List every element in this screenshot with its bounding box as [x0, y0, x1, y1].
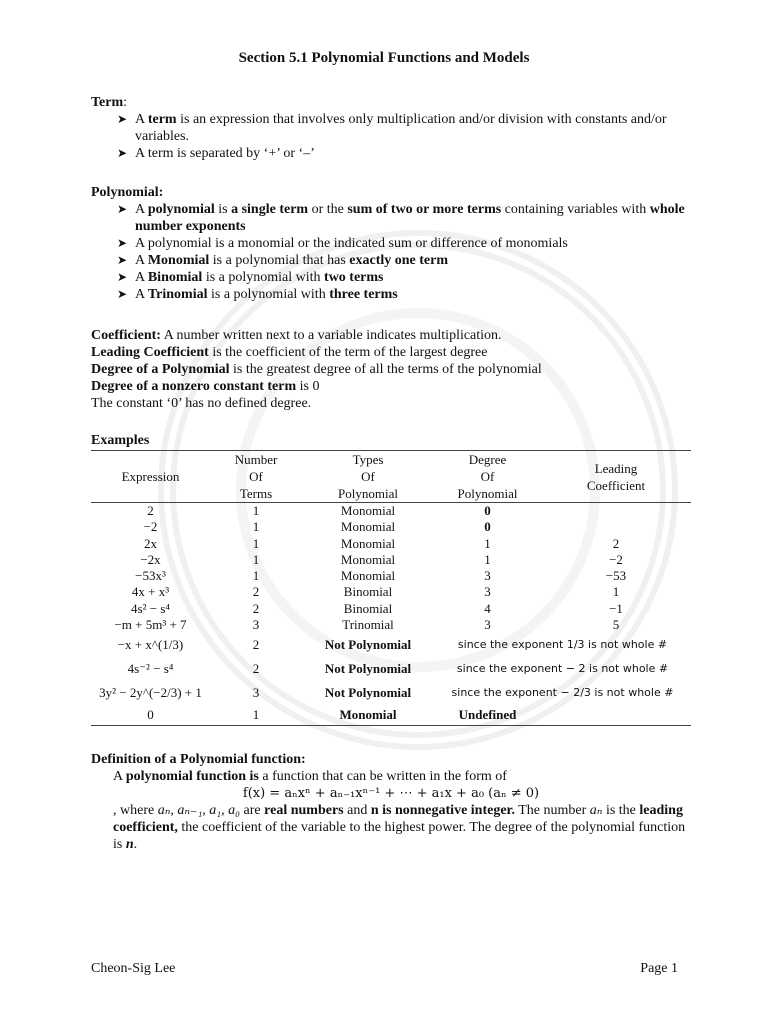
polynomial-heading: Polynomial: — [91, 185, 164, 200]
header-leading-coefficient: Leading Coefficient — [586, 460, 646, 493]
list-item: ➤ A Trinomial is a polynomial with three terms — [117, 287, 398, 302]
polynomial-list — [91, 201, 691, 303]
definition-line: Coefficient: A number written next to a variable indicates multiplication. — [91, 328, 502, 343]
footer-page-number: Page 1 — [640, 961, 678, 976]
arrow-bullet-icon: ➤ — [117, 270, 128, 284]
header-types-of-polynomial: Types Of Polynomial — [338, 452, 398, 501]
header-expression: Expression — [121, 469, 180, 484]
table-row: 4x + x³ 2 Binomial 3 1 — [131, 584, 620, 600]
term-list — [91, 111, 691, 162]
arrow-bullet-icon: ➤ — [117, 112, 128, 126]
polynomial-section — [91, 184, 691, 303]
footer-author: Cheon-Sig Lee — [91, 961, 176, 976]
arrow-bullet-icon: ➤ — [117, 146, 128, 160]
table-row: 2 1 Monomial 0 — [147, 503, 491, 518]
definition-paragraph: , where aₙ, aₙ₋₁, a₁, a₀ are real numbers and n is nonnegative integer. The number aₙ is the leading coefficient, the coefficient of the variable to the highest power. The degree of the polynomial function is n. — [113, 803, 686, 852]
list-item: ➤ A term is an expression that involves only multiplication and/or division with constants and/or variables. — [117, 112, 667, 144]
examples-heading: Examples — [91, 433, 150, 448]
table-row: 3y² − 2y^(−2/3) + 1 3 Not Polynomial since the exponent − 2/3 is not whole # — [99, 685, 674, 701]
table-row: −2x 1 Monomial 1 −2 — [140, 551, 623, 567]
term-heading: Term: — [91, 95, 128, 110]
list-item: ➤ A polynomial is a monomial or the indicated sum or difference of monomials — [117, 236, 568, 251]
definition-line: Degree of a Polynomial is the greatest degree of all the terms of the polynomial — [91, 362, 542, 377]
table-row: −m + 5m³ + 7 3 Trinomial 3 5 — [114, 617, 620, 633]
arrow-bullet-icon: ➤ — [117, 287, 128, 301]
definition-line: Degree of a nonzero constant term is 0 — [91, 379, 320, 394]
list-item: ➤ A Monomial is a polynomial that has exactly one term — [117, 253, 449, 268]
examples-table — [91, 450, 691, 726]
definitions-section — [91, 327, 691, 412]
arrow-bullet-icon: ➤ — [117, 202, 128, 216]
table-row: 2x 1 Monomial 1 2 — [144, 535, 620, 551]
polynomial-function-section — [91, 751, 691, 853]
header-number-of-terms: Number Of Terms — [234, 452, 278, 501]
term-section — [91, 94, 691, 162]
list-item: ➤ A polynomial is a single term or the sum of two or more terms containing variables with whole number exponents — [117, 202, 685, 234]
header-degree-of-polynomial: Degree Of Polynomial — [457, 452, 518, 501]
polynomial-function-heading: Definition of a Polynomial function: — [91, 752, 306, 767]
definition-line: The constant ‘0’ has no defined degree. — [91, 396, 312, 411]
arrow-bullet-icon: ➤ — [117, 253, 128, 267]
table-row: 4s⁻² − s⁴ 2 Not Polynomial since the exponent − 2 is not whole # — [127, 661, 669, 677]
table-row: −2 1 Monomial 0 — [143, 519, 491, 535]
table-row: 4s² − s⁴ 2 Binomial 4 −1 — [131, 600, 623, 616]
page-title: Section 5.1 Polynomial Functions and Models — [238, 50, 530, 66]
definition-line: A polynomial function is a function that can be written in the form of — [113, 769, 507, 784]
definition-line: Leading Coefficient is the coefficient of the term of the largest degree — [91, 345, 488, 360]
arrow-bullet-icon: ➤ — [117, 236, 128, 250]
list-item: ➤ A Binomial is a polynomial with two terms — [117, 270, 384, 285]
polynomial-formula: f(x) = aₙxⁿ + aₙ₋₁xⁿ⁻¹ + ⋯ + a₁x + a₀ (aₙ ≠ 0) — [242, 786, 540, 801]
table-row: 0 1 Monomial Undefined — [91, 705, 691, 725]
table-header-row — [91, 451, 691, 503]
table-row: −53x³ 1 Monomial 3 −53 — [135, 568, 627, 584]
list-item: ➤ A term is separated by ‘+’ or ‘–’ — [117, 146, 315, 161]
table-row: −x + x^(1/3) 2 Not Polynomial since the exponent 1/3 is not whole # — [117, 637, 668, 653]
